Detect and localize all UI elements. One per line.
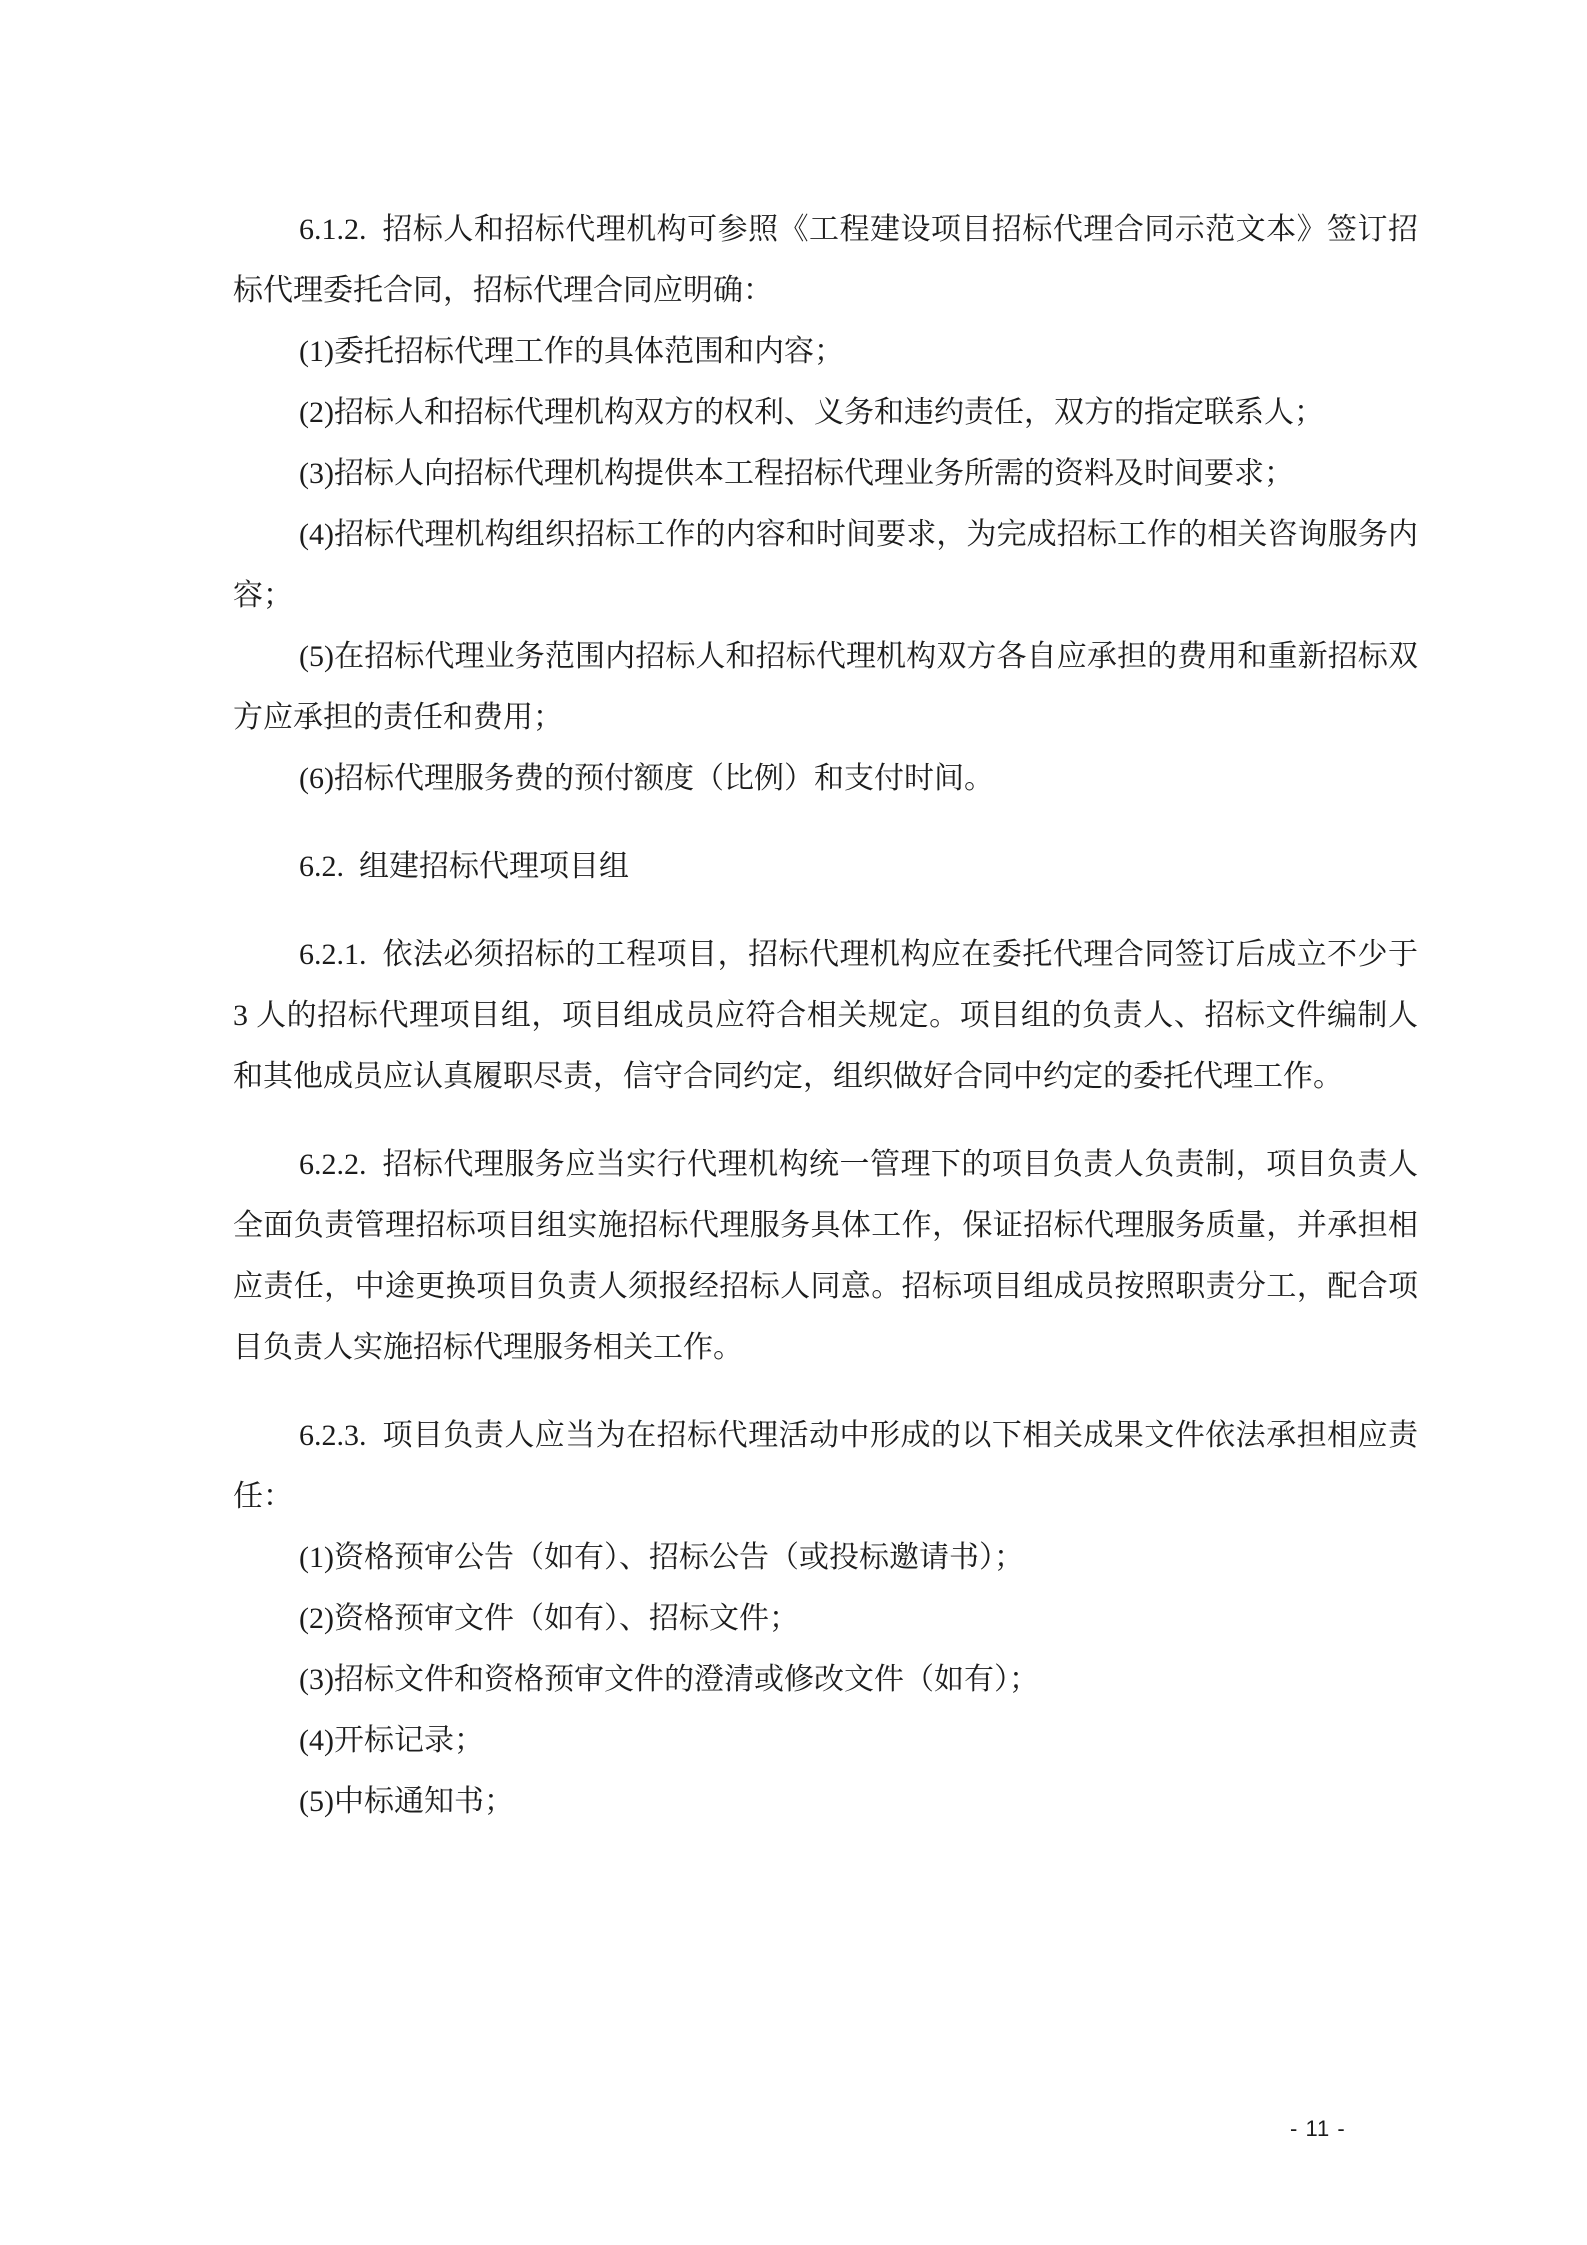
paragraph-item-6-1-2-5: (5)在招标代理业务范围内招标人和招标代理机构双方各自应承担的费用和重新招标双方应承担的责任和费用； bbox=[233, 640, 1418, 734]
paragraph-section-6-2-2: 6.2.2. 招标代理服务应当实行代理机构统一管理下的项目负责人负责制，项目负责人全面负责管理招标项目组实施招标代理服务具体工作，保证招标代理服务质量，并承担相应责任，中途更换项目负责人须报经招标人同意。招标项目组成员按照职责分工，配合项目负责人实施招标代理服务相关工作。 bbox=[233, 1148, 1418, 1364]
paragraph-section-6-1-2: 6.1.2. 招标人和招标代理机构可参照《工程建设项目招标代理合同示范文本》签订招标代理委托合同，招标代理合同应明确： bbox=[233, 213, 1418, 307]
paragraph-item-6-2-3-1: (1)资格预审公告（如有）、招标公告（或投标邀请书）； bbox=[299, 1541, 1024, 1574]
page-number-label: - 11 - bbox=[1290, 2116, 1346, 2141]
paragraph-item-6-1-2-3: (3)招标人向招标代理机构提供本工程招标代理业务所需的资料及时间要求； bbox=[299, 457, 1294, 490]
paragraph-section-6-2-3: 6.2.3. 项目负责人应当为在招标代理活动中形成的以下相关成果文件依法承担相应责任： bbox=[233, 1419, 1418, 1513]
paragraph-section-6-2: 6.2. 组建招标代理项目组 bbox=[299, 850, 629, 883]
paragraph-item-6-2-3-4: (4)开标记录； bbox=[299, 1724, 484, 1757]
paragraph-section-6-2-1: 6.2.1. 依法必须招标的工程项目，招标代理机构应在委托代理合同签订后成立不少于 3 人的招标代理项目组，项目组成员应符合相关规定。项目组的负责人、招标文件编制人和其他成员应认真履职尽责，信守合同约定，组织做好合同中约定的委托代理工作。 bbox=[233, 938, 1426, 1093]
paragraph-item-6-2-3-5: (5)中标通知书； bbox=[299, 1785, 514, 1818]
paragraph-item-6-1-2-1: (1)委托招标代理工作的具体范围和内容； bbox=[299, 335, 844, 368]
paragraph-item-6-2-3-2: (2)资格预审文件（如有）、招标文件； bbox=[299, 1602, 799, 1635]
paragraph-item-6-1-2-6: (6)招标代理服务费的预付额度（比例）和支付时间。 bbox=[299, 762, 994, 795]
paragraph-item-6-2-3-3: (3)招标文件和资格预审文件的澄清或修改文件（如有）； bbox=[299, 1663, 1039, 1696]
paragraph-item-6-1-2-2: (2)招标人和招标代理机构双方的权利、义务和违约责任，双方的指定联系人； bbox=[299, 396, 1324, 429]
paragraph-item-6-1-2-4: (4)招标代理机构组织招标工作的内容和时间要求，为完成招标工作的相关咨询服务内容； bbox=[233, 518, 1418, 612]
document-body bbox=[233, 172, 1426, 1832]
